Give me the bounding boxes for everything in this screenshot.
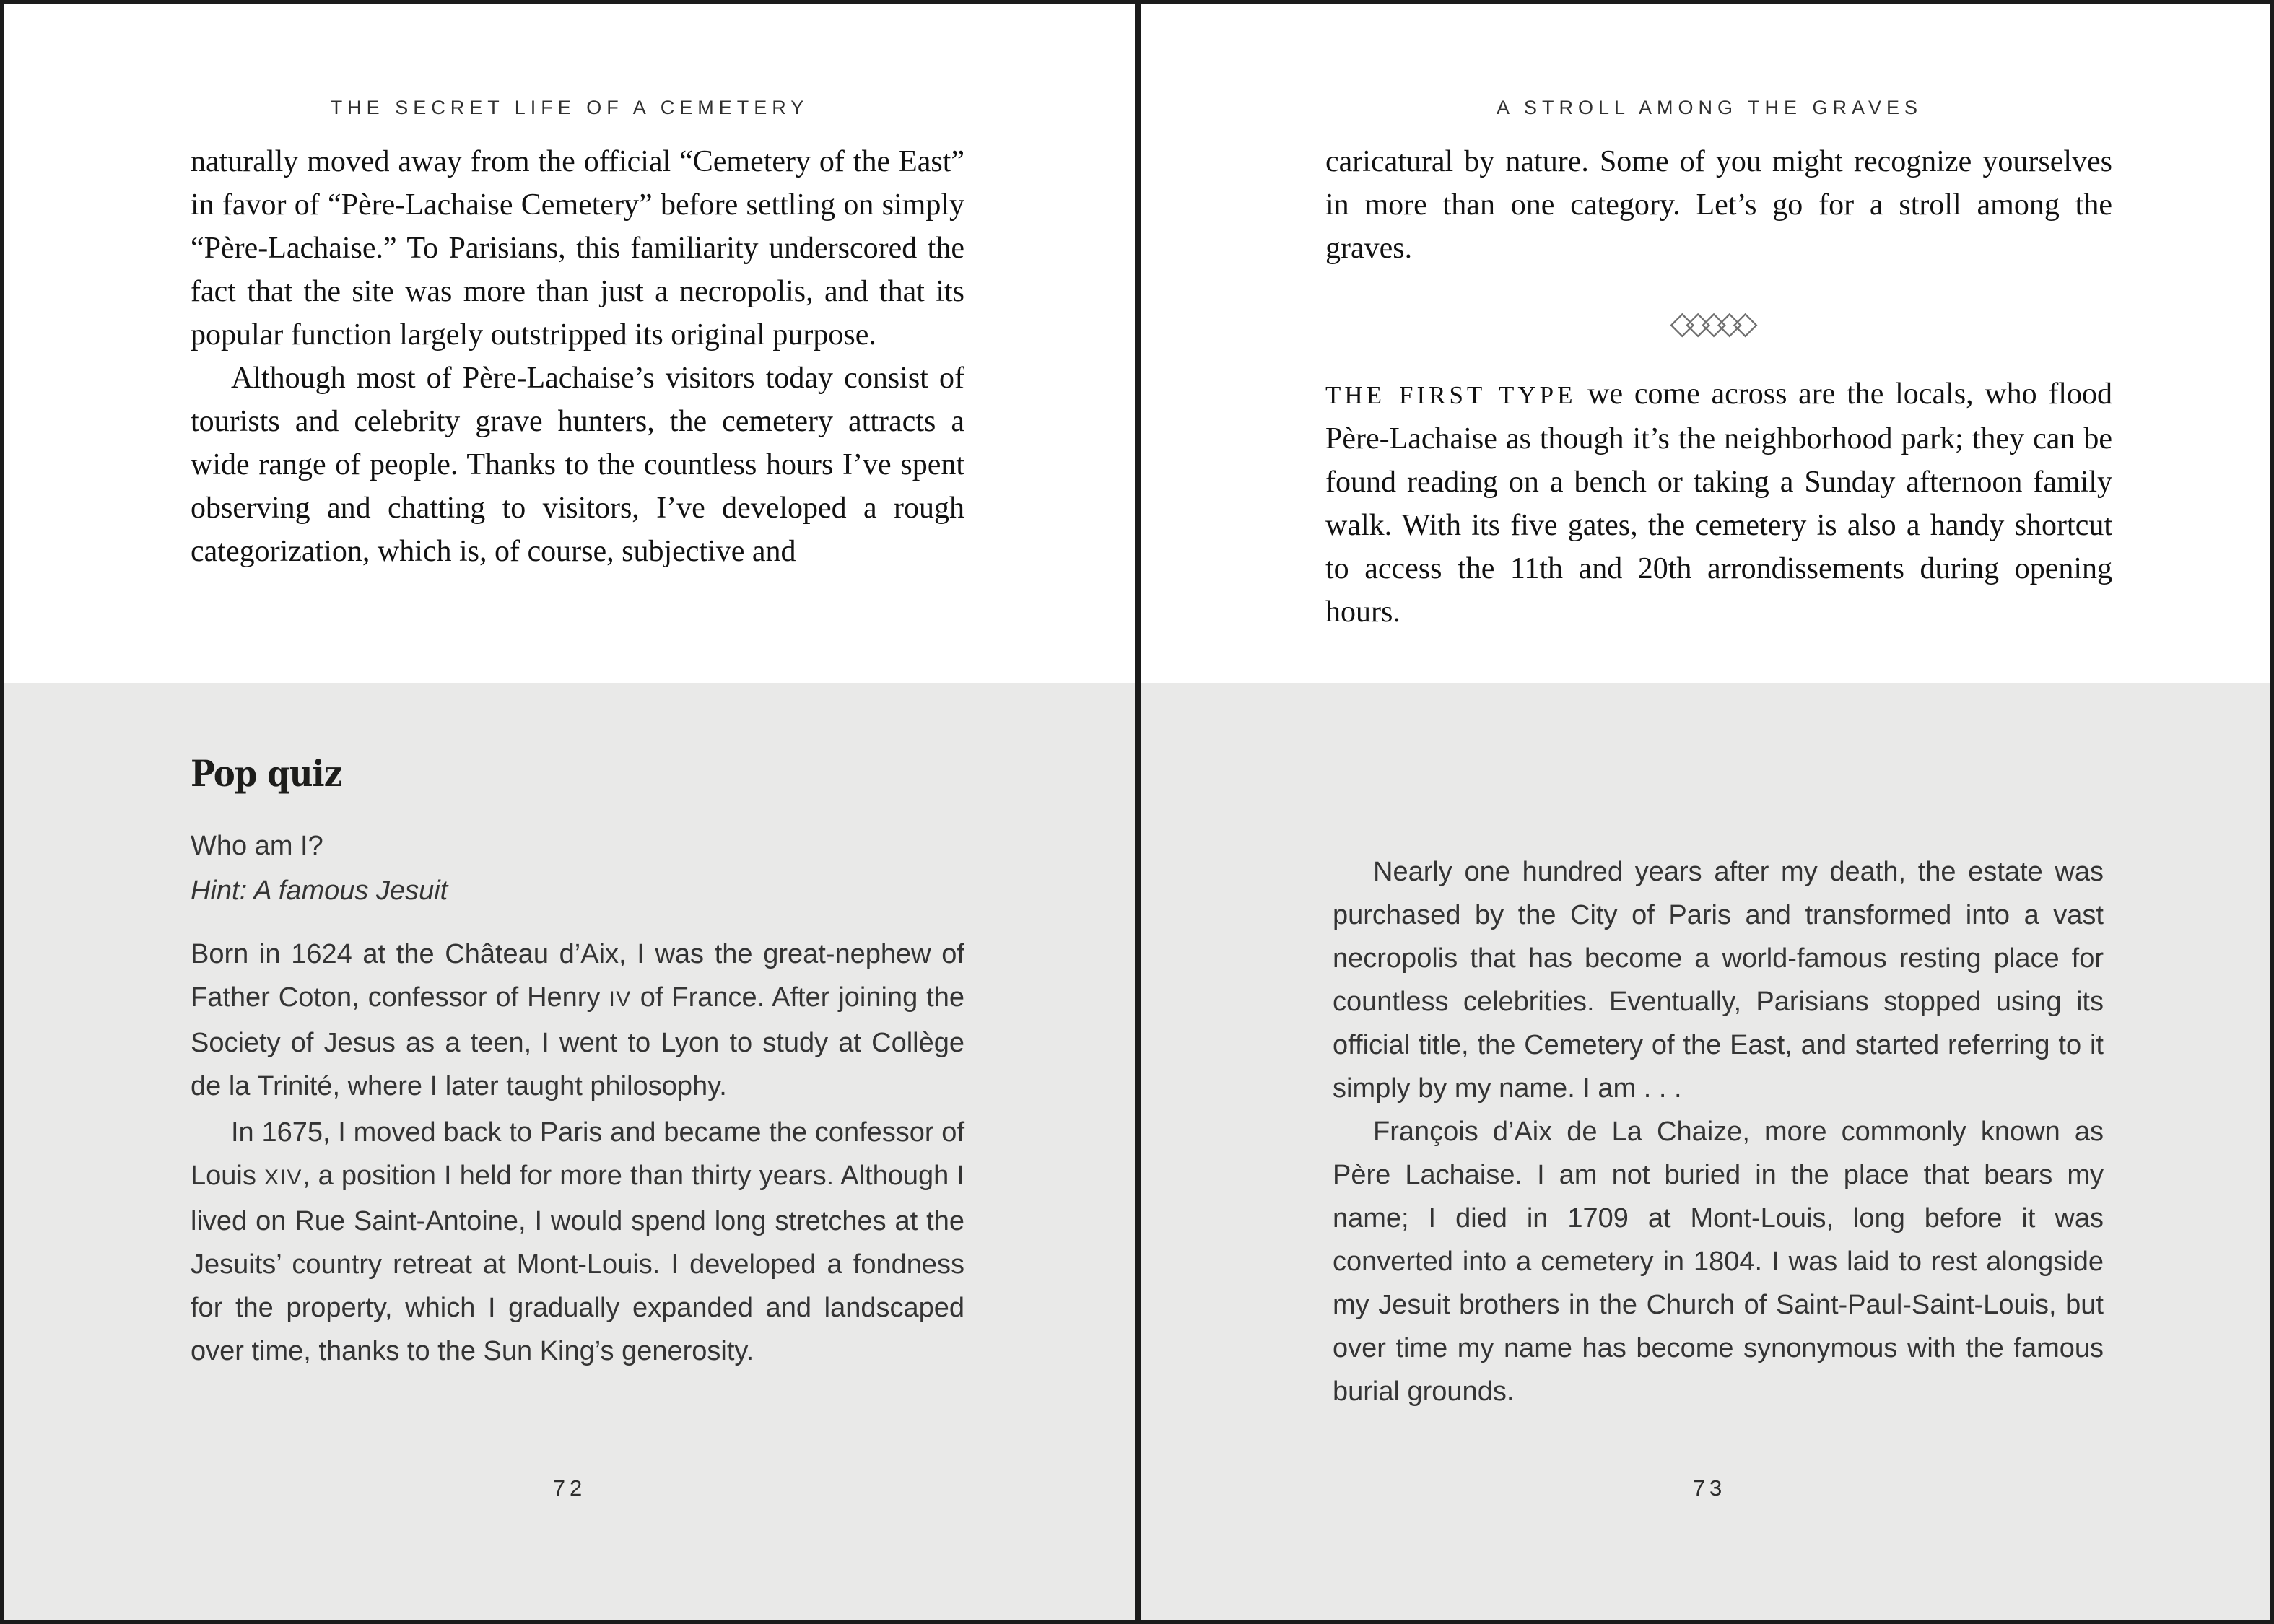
body-paragraph: caricatural by nature. Some of you might recognize yourselves in more than one category. Let’s go for a stroll among the graves. xyxy=(1325,145,2112,265)
running-head-left: THE SECRET LIFE OF A CEMETERY xyxy=(330,97,809,118)
page-number-left: 72 xyxy=(552,1475,587,1501)
quiz-question: Who am I? xyxy=(191,831,323,861)
quiz-body-right xyxy=(1333,850,2104,1413)
body-paragraph: Although most of Père-Lachaise’s visitors today consist of tourists and celebrity grave hunters, the cemetery attracts a wide range of people. Thanks to the countless hours I’ve spent observing and chatting to visitors, I’ve developed a rough categorization, which is, of course, subjective and xyxy=(191,362,964,568)
page-number-right: 73 xyxy=(1692,1475,1727,1501)
section-break-ornament: ◇◇◇◇◇ xyxy=(1670,305,1749,341)
running-head-right: A STROLL AMONG THE GRAVES xyxy=(1496,97,1923,118)
quiz-paragraph: Born in 1624 at the Château d’Aix, I was the great-nephew of Father Coton, confessor of Henry IV of France. After joining the Society of Jesus as a teen, I went to Lyon to study at Collège de la Trinité, where I later taught philosophy. xyxy=(191,939,964,1101)
quiz-paragraph: François d’Aix de La Chaize, more commonly known as Père Lachaise. I am not buried in the place that bears my name; I died in 1709 at Mont-Louis, long before it was converted into a cemetery in 1804. I was laid to rest alongside my Jesuit brothers in the Church of Saint-Paul-Saint-Louis, but over time my name has become synonymous with the famous burial grounds. xyxy=(1333,1117,2104,1407)
right-page-body xyxy=(1325,140,2112,270)
quiz-paragraph: Nearly one hundred years after my death, the estate was purchased by the City of Paris and transformed into a vast necropolis that has become a world-famous resting place for countless celebrities. Eventually, Parisians stopped using its official title, the Cemetery of the East, and started referring to it simply by my name. I am . . . xyxy=(1333,857,2104,1104)
right-page-section xyxy=(1325,372,2112,634)
left-page-body xyxy=(191,140,964,573)
quiz-body-left xyxy=(191,933,964,1373)
page-gutter-divider xyxy=(1135,4,1141,1620)
quiz-paragraph: In 1675, I moved back to Paris and became the confessor of Louis XIV, a position I held for more than thirty years. Although I lived on Rue Saint-Antoine, I would spend long stretches at the Jesuits’ country retreat at Mont-Louis. I developed a fondness for the property, which I gradually expanded and landscaped over time, thanks to the Sun King’s generosity. xyxy=(191,1117,964,1366)
quiz-hint: Hint: A famous Jesuit xyxy=(191,876,448,906)
body-paragraph: naturally moved away from the official “Cemetery of the East” in favor of “Père-Lachaise Cemetery” before settling on simply “Père-Lachaise.” To Parisians, this familiarity underscored the fact that the site was more than just a necropolis, and that its popular function largely outstripped its original purpose. xyxy=(191,145,964,352)
quiz-title: Pop quiz xyxy=(191,752,342,795)
body-paragraph: THE FIRST TYPE we come across are the locals, who flood Père-Lachaise as though it’s the neighborhood park; they can be found reading on a bench or taking a Sunday afternoon family walk. With its five gates, the cemetery is also a handy shortcut to access the 11th and 20th arrondissements during opening hours. xyxy=(1325,377,2112,629)
